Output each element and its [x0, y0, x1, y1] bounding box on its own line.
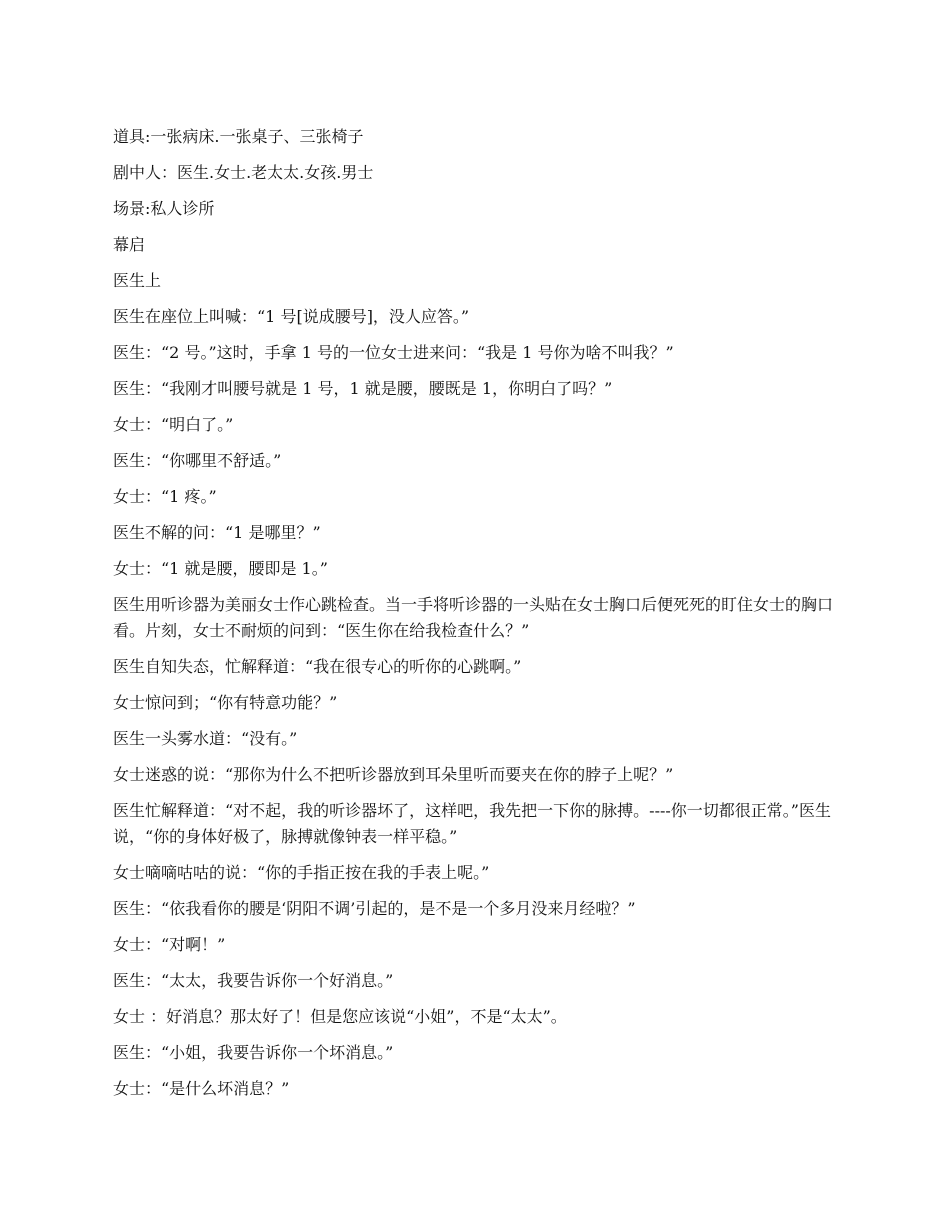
paragraph-dialogue: 医生不解的问：“1 是哪里？” [113, 523, 321, 542]
paragraph-dialogue: 医生一头雾水道：“没有。” [113, 729, 298, 748]
paragraph-dialogue: 医生：“小姐，我要告诉你一个坏消息。” [113, 1043, 394, 1062]
paragraph-dialogue: 医生用听诊器为美丽女士作心跳检查。当一手将听诊器的一头贴在女士胸口后便死死的盯住女士的胸口看。片刻，女士不耐烦的问到：“医生你在给我检查什么？” [113, 595, 834, 640]
paragraph-dialogue: 女士：“是什么坏消息？” [113, 1079, 290, 1098]
paragraph-dialogue: 医生：“依我看你的腰是‘阴阳不调’引起的，是不是一个多月没来月经啦？” [113, 899, 636, 918]
paragraph-dialogue: 医生：“2 号。”这时，手拿 1 号的一位女士进来问：“我是 1 号你为啥不叫我？” [113, 343, 674, 362]
paragraph-dialogue: 女士 ：好消息？那太好了！但是您应该说“小姐”，不是“太太”。 [113, 1007, 567, 1026]
paragraph-dialogue: 女士嘀嘀咕咕的说：“你的手指正按在我的手表上呢。” [113, 863, 490, 882]
paragraph-props: 道具:一张病床.一张桌子、三张椅子 [113, 127, 364, 146]
paragraph-doctor-enters: 医生上 [113, 271, 162, 290]
script-body [113, 124, 839, 1112]
paragraph-dialogue: 医生：“我刚才叫腰号就是 1 号，1 就是腰，腰既是 1，你明白了吗？” [113, 379, 613, 398]
paragraph-characters: 剧中人：医生.女士.老太太.女孩.男士 [113, 163, 374, 182]
paragraph-dialogue: 医生在座位上叫喊：“1 号[说成腰号]，没人应答。” [113, 307, 470, 326]
paragraph-dialogue: 女士：“1 疼。” [113, 487, 217, 506]
paragraph-dialogue: 医生自知失态，忙解释道：“我在很专心的听你的心跳啊。” [113, 657, 522, 676]
paragraph-curtain-up: 幕启 [113, 235, 146, 254]
paragraph-scene: 场景:私人诊所 [113, 199, 215, 218]
paragraph-dialogue: 女士惊问到；“你有特意功能？” [113, 693, 338, 712]
paragraph-dialogue: 女士迷惑的说：“那你为什么不把听诊器放到耳朵里听而要夹在你的脖子上呢？” [113, 765, 674, 784]
paragraph-dialogue: 女士：“明白了。” [113, 415, 234, 434]
paragraph-dialogue: 女士：“1 就是腰，腰即是 1。” [113, 559, 328, 578]
paragraph-dialogue: 医生忙解释道：“对不起，我的听诊器坏了，这样吧，我先把一下你的脉搏。----你一切都很正常。”医生说，“你的身体好极了，脉搏就像钟表一样平稳。” [113, 801, 831, 846]
paragraph-dialogue: 女士：“对啊！” [113, 935, 226, 954]
paragraph-dialogue: 医生：“你哪里不舒适。” [113, 451, 282, 470]
paragraph-dialogue: 医生：“太太，我要告诉你一个好消息。” [113, 971, 394, 990]
